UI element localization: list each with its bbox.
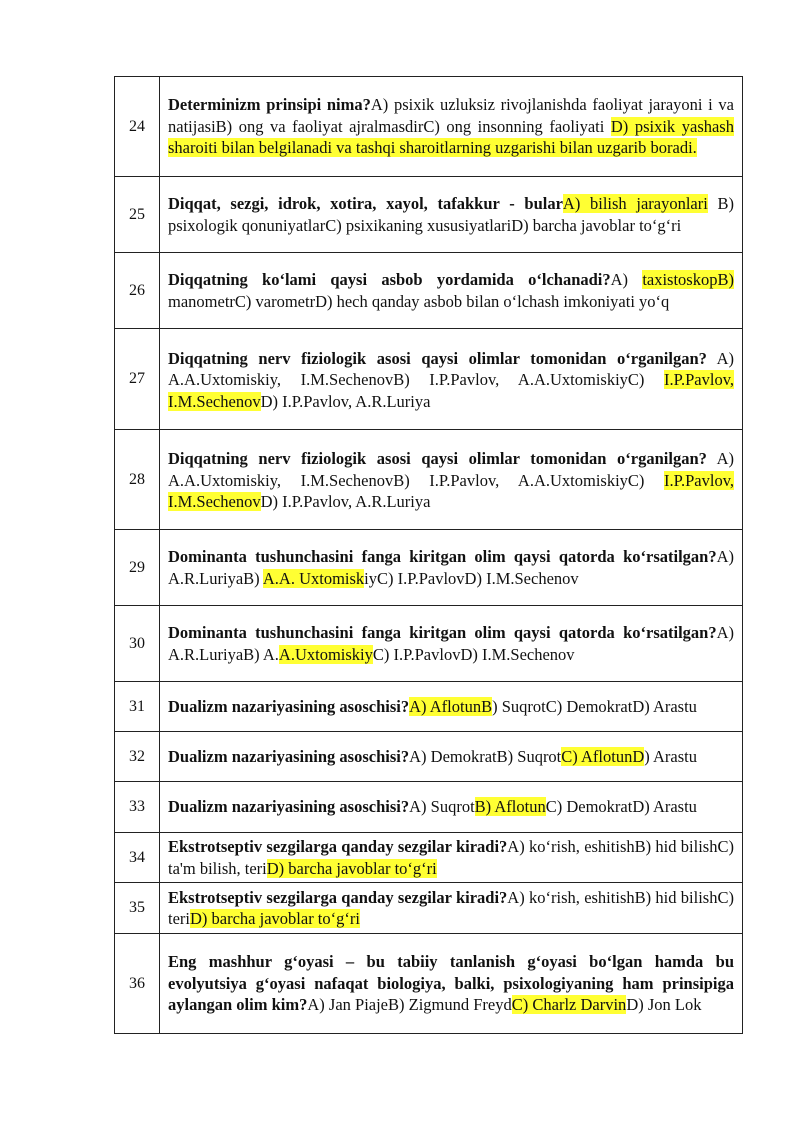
answer-options: ) Arastu	[644, 746, 697, 766]
question-stem: Determinizm prinsipi nima?	[168, 95, 371, 115]
question-row	[115, 606, 743, 682]
question-text	[160, 782, 743, 833]
question-text	[160, 253, 743, 329]
answer-options: iyC) I.P.PavlovD) I.M.Sechenov	[364, 568, 579, 588]
highlighted-answer: C) AflotunD	[561, 746, 645, 766]
question-row	[115, 430, 743, 530]
answer-options: A) Jan PiajeB) Zigmund Freyd	[307, 995, 512, 1015]
question-number: 29	[115, 530, 160, 606]
question-number: 34	[115, 833, 160, 883]
question-text	[160, 606, 743, 682]
question-number: 35	[115, 883, 160, 934]
question-row	[115, 883, 743, 934]
answer-options: A) psixik uzluksiz rivojlanishda faoliyat jarayoni i va natijasiB) ong va faoliyat ajralmasdirC) ong insonning faoliyati	[168, 95, 734, 136]
answer-options: manometrC) varometrD) hech qanday asbob bilan o‘lchash imkoniyati yo‘q	[168, 291, 670, 311]
question-stem: Ekstrotseptiv sezgilarga qanday sezgilar kiradi?	[168, 837, 508, 856]
answer-options: D) I.P.Pavlov, A.R.Luriya	[260, 391, 431, 411]
question-row	[115, 253, 743, 329]
question-number: 31	[115, 682, 160, 732]
question-stem: Diqqatning nerv fiziologik asosi qaysi olimlar tomonidan o‘rganilgan?	[168, 449, 707, 469]
question-stem: Dominanta tushunchasini fanga kiritgan olim qaysi qatorda ko‘rsatilgan?	[168, 623, 717, 642]
answer-options: D) I.P.Pavlov, A.R.Luriya	[260, 492, 431, 512]
answer-options: A)	[610, 270, 643, 289]
question-stem: Diqqatning nerv fiziologik asosi qaysi olimlar tomonidan o‘rganilgan?	[168, 348, 707, 368]
question-text	[160, 77, 743, 177]
answer-options: A) A.A.Uxtomiskiy, I.M.SechenovB) I.P.Pavlov, A.A.UxtomiskiyC)	[168, 348, 734, 390]
highlighted-answer: D) psixik yashash sharoiti bilan belgilanadi va tashqi sharoitlarning uzgarishi bilan uzgarib boradi.	[168, 116, 734, 158]
question-stem: Diqqat, sezgi, idrok, xotira, xayol, tafakkur - bular	[168, 194, 563, 213]
question-text	[160, 530, 743, 606]
answer-options: A) ko‘rish, eshitishB) hid bilishC) ta'm bilish, teri	[168, 837, 734, 878]
question-row	[115, 682, 743, 732]
highlighted-answer: I.P.Pavlov, I.M.Sechenov	[168, 470, 734, 512]
question-text	[160, 833, 743, 883]
question-stem: Eng mashhur g‘oyasi – bu tabiiy tanlanish g‘oyasi bo‘lgan hamda bu evolyutsiya g‘oyasi nafaqat biologiya, balki, psixologiyaning ham prinsipiga aylangan olim kim?	[168, 952, 734, 1015]
highlighted-answer: A.Uxtomiskiy	[278, 644, 373, 664]
question-row	[115, 934, 743, 1034]
question-number: 28	[115, 430, 160, 530]
answer-options: D) Jon Lok	[626, 995, 702, 1015]
highlighted-answer: D) barcha javoblar to‘g‘ri	[266, 858, 437, 878]
question-row	[115, 329, 743, 430]
question-text	[160, 934, 743, 1034]
answer-options: A) A.A.Uxtomiskiy, I.M.SechenovB) I.P.Pavlov, A.A.UxtomiskiyC)	[168, 449, 734, 490]
question-row	[115, 782, 743, 833]
questions-table	[114, 76, 743, 1034]
question-text	[160, 430, 743, 530]
highlighted-answer: A.A. Uxtomisk	[262, 568, 365, 588]
answer-options: A) A.R.LuriyaB) A.	[168, 623, 734, 664]
question-stem: Dualizm nazariyasining asoschisi?	[168, 746, 410, 766]
question-number: 32	[115, 732, 160, 782]
question-stem: Dualizm nazariyasining asoschisi?	[168, 696, 410, 716]
question-row	[115, 833, 743, 883]
answer-options: B) psixologik qonuniyatlarC) psixikaning xususiyatlariD) barcha javoblar to‘g‘ri	[168, 194, 735, 235]
highlighted-answer: C) Charlz Darvin	[511, 995, 627, 1015]
question-number: 25	[115, 177, 160, 253]
question-text	[160, 732, 743, 782]
question-number: 33	[115, 782, 160, 833]
question-number: 27	[115, 329, 160, 430]
question-text	[160, 177, 743, 253]
question-text	[160, 682, 743, 732]
answer-options: A) ko‘rish, eshitishB) hid bilishC) teri	[168, 887, 734, 928]
highlighted-answer: I.P.Pavlov, I.M.Sechenov	[168, 370, 734, 411]
question-stem: Diqqatning ko‘lami qaysi asbob yordamida o‘lchanadi?	[168, 270, 611, 289]
highlighted-answer: A) bilish jarayonlari	[562, 194, 708, 213]
answer-options: C) DemokratD) Arastu	[545, 797, 697, 817]
question-row	[115, 530, 743, 606]
answer-options: A) Suqrot	[409, 797, 475, 817]
answer-options: A) A.R.LuriyaB)	[168, 547, 734, 588]
highlighted-answer: B) Aflotun	[474, 797, 546, 817]
question-number: 30	[115, 606, 160, 682]
question-row	[115, 732, 743, 782]
question-stem: Dominanta tushunchasini fanga kiritgan olim qaysi qatorda ko‘rsatilgan?	[168, 547, 717, 566]
highlighted-answer: D) barcha javoblar to‘g‘ri	[190, 909, 360, 928]
answer-options: A) DemokratB) Suqrot	[409, 746, 562, 766]
highlighted-answer: taxistoskopB)	[642, 270, 734, 289]
question-stem: Ekstrotseptiv sezgilarga qanday sezgilar kiradi?	[168, 887, 508, 907]
answer-options: ) SuqrotC) DemokratD) Arastu	[492, 696, 697, 716]
question-text	[160, 329, 743, 430]
question-number: 36	[115, 934, 160, 1034]
questions-table-body	[115, 77, 743, 1034]
question-number: 24	[115, 77, 160, 177]
question-row	[115, 177, 743, 253]
question-row	[115, 77, 743, 177]
question-stem: Dualizm nazariyasining asoschisi?	[168, 797, 410, 817]
question-number: 26	[115, 253, 160, 329]
highlighted-answer: A) AflotunB	[409, 696, 493, 716]
question-text	[160, 883, 743, 934]
answer-options: C) I.P.PavlovD) I.M.Sechenov	[372, 644, 575, 664]
